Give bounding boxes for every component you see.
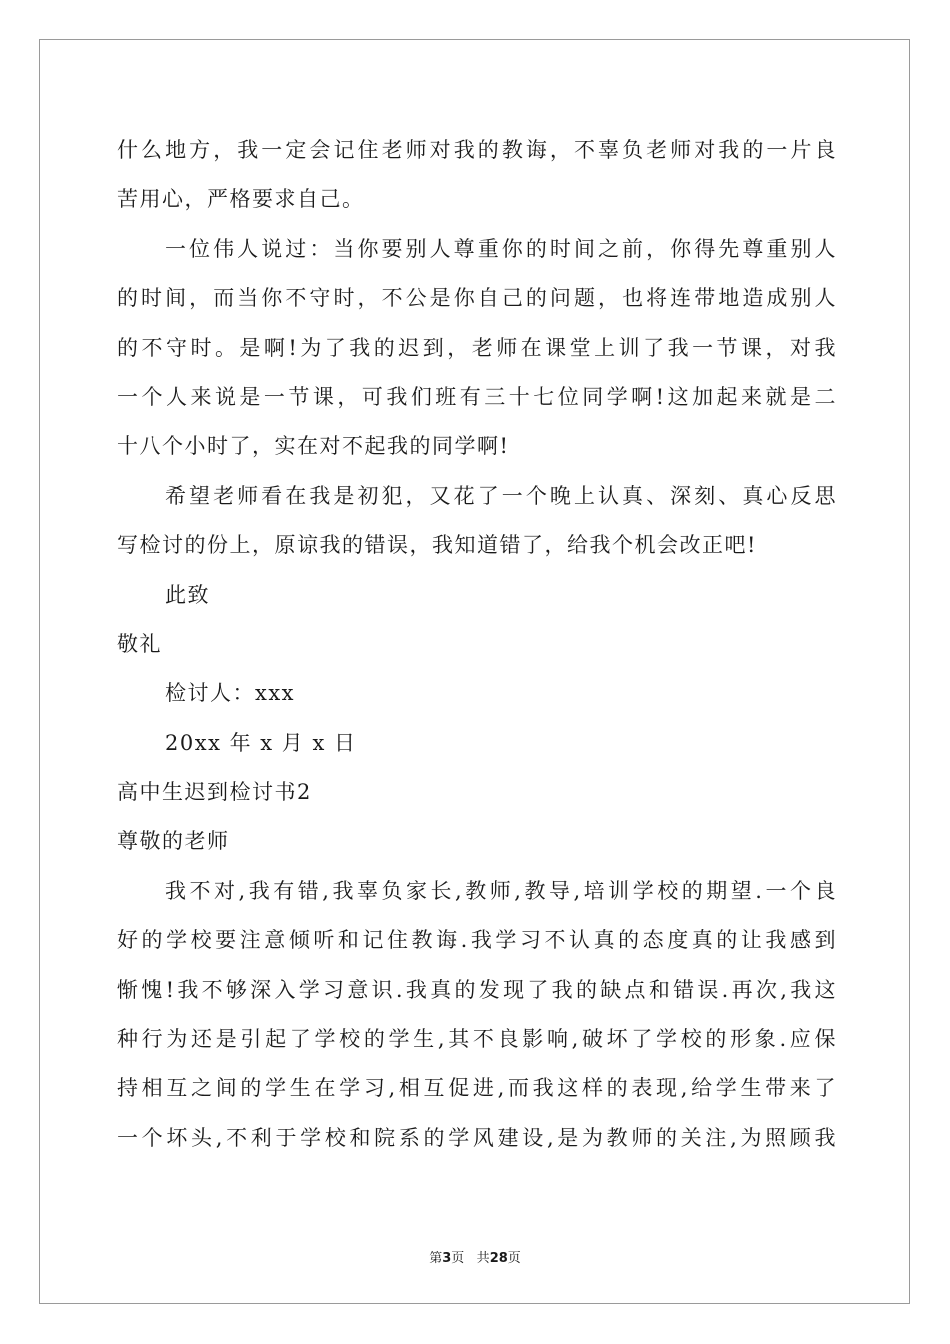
total-pages: 28 [489,1251,508,1266]
text-line: 写检讨的份上，原谅我的错误，我知道错了，给我个机会改正吧! [117,533,757,558]
page-label-post: 页 [451,1251,465,1266]
page-number: 3 [442,1251,452,1266]
signature-name: 检讨人：xxx [165,681,296,706]
text-line: 希望老师看在我是初犯，又花了一个晚上认真、深刻、真心反思 [165,483,837,508]
signature-date: 20xx 年 x 月 x 日 [165,730,357,755]
closing-salutation: 此致 [165,582,210,607]
text-line: 一位伟人说过：当你要别人尊重你的时间之前，你得先尊重别人 [165,236,837,261]
text-line: 种行为还是引起了学校的学生,其不良影响,破坏了学校的形象.应保 [117,1027,837,1052]
text-line: 好的学校要注意倾听和记住教诲.我学习不认真的态度真的让我感到 [117,928,837,953]
total-label-pre: 共 [476,1251,490,1266]
text-line: 我不对,我有错,我辜负家长,教师,教导,培训学校的期望.一个良 [165,878,837,903]
closing-respect: 敬礼 [117,631,162,656]
text-line: 持相互之间的学生在学习,相互促进,而我这样的表现,给学生带来了 [117,1076,837,1101]
greeting: 尊敬的老师 [117,829,230,854]
text-line: 一个人来说是一节课，可我们班有三十七位同学啊!这加起来就是二 [117,384,837,409]
text-line: 的不守时。是啊!为了我的迟到，老师在课堂上训了我一节课，对我 [117,335,837,360]
page-footer [0,1247,950,1266]
text-line: 苦用心，严格要求自己。 [117,187,365,212]
document-body [117,126,837,1163]
total-label-post: 页 [507,1251,521,1266]
text-line: 什么地方，我一定会记住老师对我的教诲，不辜负老师对我的一片良 [117,138,837,162]
text-line: 惭愧!我不够深入学习意识.我真的发现了我的缺点和错误.再次,我这 [117,977,837,1002]
text-line: 的时间，而当你不守时，不公是你自己的问题，也将连带地造成别人 [117,286,837,311]
text-line: 十八个小时了，实在对不起我的同学啊! [117,434,510,459]
section-title: 高中生迟到检讨书2 [117,780,312,805]
page-label-pre: 第 [429,1251,443,1266]
text-line: 一个坏头,不利于学校和院系的学风建设,是为教师的关注,为照顾我 [117,1125,837,1150]
